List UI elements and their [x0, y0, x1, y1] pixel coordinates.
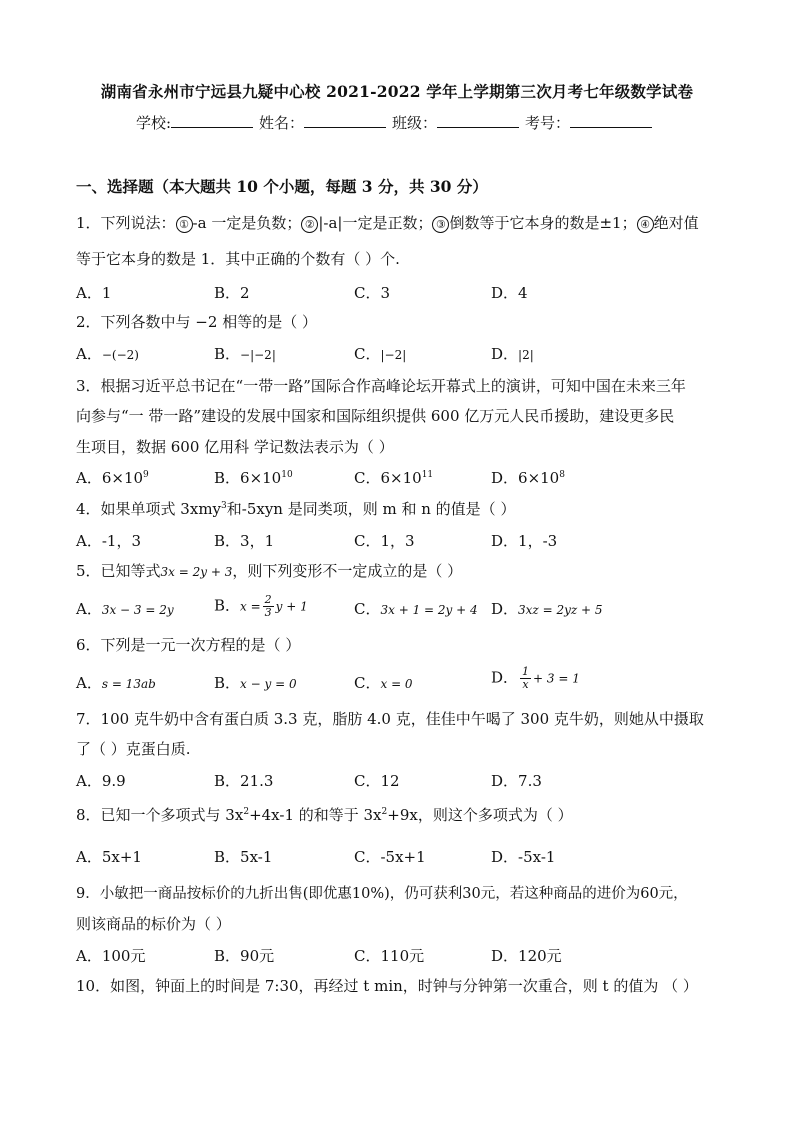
q3-option-d-exp: 8 — [559, 470, 565, 480]
q4-options — [76, 530, 726, 554]
q4-option-c[interactable]: C．1，3 — [354, 532, 415, 550]
q8-stem-b: +4x-1 的和等于 3x — [249, 806, 382, 824]
q3-option-b[interactable] — [214, 467, 293, 488]
q6-option-a[interactable] — [76, 672, 156, 693]
q6-option-b-label: B． — [214, 674, 241, 692]
q3-option-d-base: D．6×10 — [491, 469, 560, 487]
q5-option-a[interactable] — [76, 598, 174, 619]
circled-1: ① — [176, 216, 193, 233]
q8-option-a[interactable]: A．5x+1 — [76, 848, 142, 866]
q4-option-a[interactable]: A．-1，3 — [76, 532, 141, 550]
q5-option-b[interactable] — [214, 594, 308, 619]
q5-option-c-math: 3x + 1 = 2y + 4 — [380, 603, 478, 617]
q1-option-b[interactable]: B．2 — [214, 284, 250, 302]
q3-option-c[interactable] — [354, 467, 433, 488]
q5-option-d-label: D． — [491, 600, 519, 618]
q8-stem-a: 8．已知一个多项式与 3x — [76, 806, 244, 824]
q7-stem-line2: 了（ ）克蛋白质. — [76, 740, 191, 758]
q1-option-d[interactable]: D．4 — [491, 284, 528, 302]
q3-options — [76, 467, 726, 491]
q5-option-b-rhs: y + 1 — [275, 599, 308, 614]
q5-stem-a: 5．已知等式 — [76, 562, 161, 580]
q9-option-a[interactable]: A．100元 — [76, 947, 146, 965]
q10-stem: 10．如图，钟面上的时间是 7:30，再经过 t min，时钟与分钟第一次重合，则 t 的值为 （ ） — [76, 977, 698, 995]
q6-option-c-label: C． — [354, 674, 381, 692]
q6-option-c-math: x = 0 — [380, 677, 413, 691]
q9-stem-line2: 则该商品的标价为（ ） — [76, 915, 231, 933]
q3-stem-line3: 生项目，数据 600 亿用科 学记数法表示为（ ） — [76, 438, 394, 456]
q7-option-b[interactable]: B．21.3 — [214, 772, 274, 790]
q2-option-d[interactable] — [491, 343, 534, 364]
q1-options — [76, 282, 726, 306]
q7-options — [76, 770, 726, 794]
q8-stem — [76, 804, 726, 825]
q9-option-d[interactable]: D．120元 — [491, 947, 562, 965]
q5-option-b-numerator: 2 — [264, 593, 272, 606]
school-blank — [171, 113, 253, 128]
q5-stem-equation: 3x = 2y + 3 — [160, 565, 233, 579]
q9-stem-line1: 9．小敏把一商品按标价的九折出售(即优惠10%)，仍可获利30元，若这种商品的进价为60元， — [76, 886, 688, 902]
q6-option-d-label: D． — [491, 668, 519, 687]
q5-option-b-lhs: x = — [240, 599, 261, 614]
q2-option-c-label: C． — [354, 345, 381, 363]
section-heading: 一、选择题（本大题共 10 个小题，每题 3 分，共 30 分） — [76, 177, 488, 196]
q7-option-a[interactable]: A．9.9 — [76, 772, 126, 790]
q9-option-b[interactable]: B．90元 — [214, 947, 275, 965]
q1-stem-line2: 等于它本身的数是 1．其中正确的个数有（ ）个. — [76, 250, 400, 268]
q2-option-b-math: −|−2| — [240, 348, 276, 362]
q7-stem-line1: 7．100 克牛奶中含有蛋白质 3.3 克，脂肪 4.0 克，佳佳中午喝了 300 克牛奶，则她从中摄取 — [76, 710, 704, 728]
q2-option-a-label: A． — [76, 345, 102, 363]
name-blank — [304, 113, 386, 128]
q6-option-d-rest: + 3 = 1 — [533, 671, 580, 686]
q3-option-c-exp: 11 — [421, 470, 434, 480]
exam-number-label: 考号： — [525, 114, 571, 132]
q1-stem-a: 1．下列说法： — [76, 214, 176, 232]
circled-2: ② — [301, 216, 318, 233]
q5-option-c-label: C． — [354, 600, 381, 618]
q8-options — [76, 846, 726, 870]
q1-stem-c: |-a|一定是正数； — [318, 214, 433, 232]
q8-option-b[interactable]: B．5x-1 — [214, 848, 273, 866]
q3-option-c-base: C．6×10 — [354, 469, 422, 487]
q2-option-d-label: D． — [491, 345, 519, 363]
q9-option-c[interactable]: C．110元 — [354, 947, 425, 965]
q7-option-c[interactable]: C．12 — [354, 772, 400, 790]
name-label: 姓名： — [259, 114, 305, 132]
q2-option-c[interactable] — [354, 343, 406, 364]
q1-stem-e: 绝对值 — [653, 214, 699, 232]
q5-option-b-label: B． — [214, 596, 241, 615]
q3-stem-line2: 向参与“一 带一路”建设的发展中国家和国际组织提供 600 亿万元人民币援助，建设更多民 — [76, 407, 675, 425]
q3-option-b-exp: 10 — [281, 470, 293, 480]
q2-options — [76, 343, 726, 367]
q4-stem-a: 4．如果单项式 3xmy — [76, 500, 222, 518]
q2-option-a-math: −(−2) — [101, 348, 139, 362]
exam-title: 湖南省永州市宁远县九疑中心校 2021-2022 学年上学期第三次月考七年级数学试卷 — [100, 82, 694, 101]
q2-option-a[interactable] — [76, 343, 139, 364]
q6-option-b[interactable] — [214, 672, 297, 693]
q5-option-a-label: A． — [76, 600, 102, 618]
q8-stem-exp1: 2 — [243, 807, 250, 817]
q4-stem-b: 和-5xyn 是同类项，则 m 和 n 的值是（ ） — [226, 500, 516, 518]
q1-stem-b: -a 一定是负数； — [192, 214, 302, 232]
q5-stem-b: ，则下列变形不一定成立的是（ ） — [232, 562, 463, 580]
q6-options — [76, 666, 726, 698]
student-info-row — [0, 112, 794, 133]
q6-option-d[interactable] — [491, 666, 580, 691]
class-blank — [437, 113, 519, 128]
q3-option-a[interactable] — [76, 467, 149, 488]
q8-option-d[interactable]: D．-5x-1 — [491, 848, 556, 866]
q6-option-a-label: A． — [76, 674, 102, 692]
q5-option-b-denominator: 3 — [264, 606, 272, 619]
circled-4: ④ — [637, 216, 654, 233]
circled-3: ③ — [432, 216, 449, 233]
q4-option-d[interactable]: D．1，-3 — [491, 532, 558, 550]
q8-option-c[interactable]: C．-5x+1 — [354, 848, 426, 866]
q5-option-c[interactable] — [354, 598, 478, 619]
q6-stem: 6．下列是一元一次方程的是（ ） — [76, 636, 301, 654]
q5-option-d[interactable] — [491, 598, 603, 619]
q8-stem-c: +9x，则这个多项式为（ ） — [387, 806, 573, 824]
q3-option-b-base: B．6×10 — [214, 469, 282, 487]
q7-option-d[interactable]: D．7.3 — [491, 772, 542, 790]
q1-option-c[interactable]: C．3 — [354, 284, 391, 302]
q2-option-b-label: B． — [214, 345, 241, 363]
q6-option-d-numerator: 1 — [522, 665, 530, 678]
q3-option-a-exp: 9 — [143, 470, 149, 480]
q3-stem-line1: 3．根据习近平总书记在“一带一路”国际合作高峰论坛开幕式上的演讲，可知中国在未来三年 — [76, 377, 686, 395]
class-label: 班级： — [392, 114, 438, 132]
q1-option-a[interactable]: A．1 — [76, 284, 112, 302]
q9-options — [76, 945, 726, 969]
q3-option-a-base: A．6×10 — [76, 469, 144, 487]
q4-stem — [76, 498, 726, 519]
q2-option-b[interactable] — [214, 343, 276, 364]
q2-option-c-math: |−2| — [380, 348, 407, 362]
q6-option-b-math: x − y = 0 — [240, 677, 297, 691]
q5-option-d-math: 3xz = 2yz + 5 — [518, 603, 603, 617]
q5-option-a-math: 3x − 3 = 2y — [101, 603, 174, 617]
school-label: 学校: — [135, 114, 171, 132]
q5-stem — [76, 560, 726, 581]
q6-option-a-math: s = 13ab — [101, 677, 156, 691]
q5-option-b-fraction — [263, 594, 274, 619]
q4-option-b[interactable]: B．3，1 — [214, 532, 275, 550]
q2-stem: 2．下列各数中与 −2 相等的是（ ） — [76, 313, 317, 331]
q1-stem-line1 — [76, 212, 726, 233]
q5-options — [76, 594, 726, 624]
q2-option-d-math: |2| — [518, 348, 534, 362]
q8-stem-exp2: 2 — [381, 807, 388, 817]
exam-number-blank — [570, 113, 652, 128]
q4-stem-exp: 3 — [221, 501, 227, 511]
q1-stem-d: 倒数等于它本身的数是±1； — [449, 214, 637, 232]
q6-option-c[interactable] — [354, 672, 413, 693]
q6-option-d-denominator: x — [522, 678, 529, 691]
q3-option-d[interactable] — [491, 467, 565, 488]
q6-option-d-fraction — [520, 666, 531, 691]
